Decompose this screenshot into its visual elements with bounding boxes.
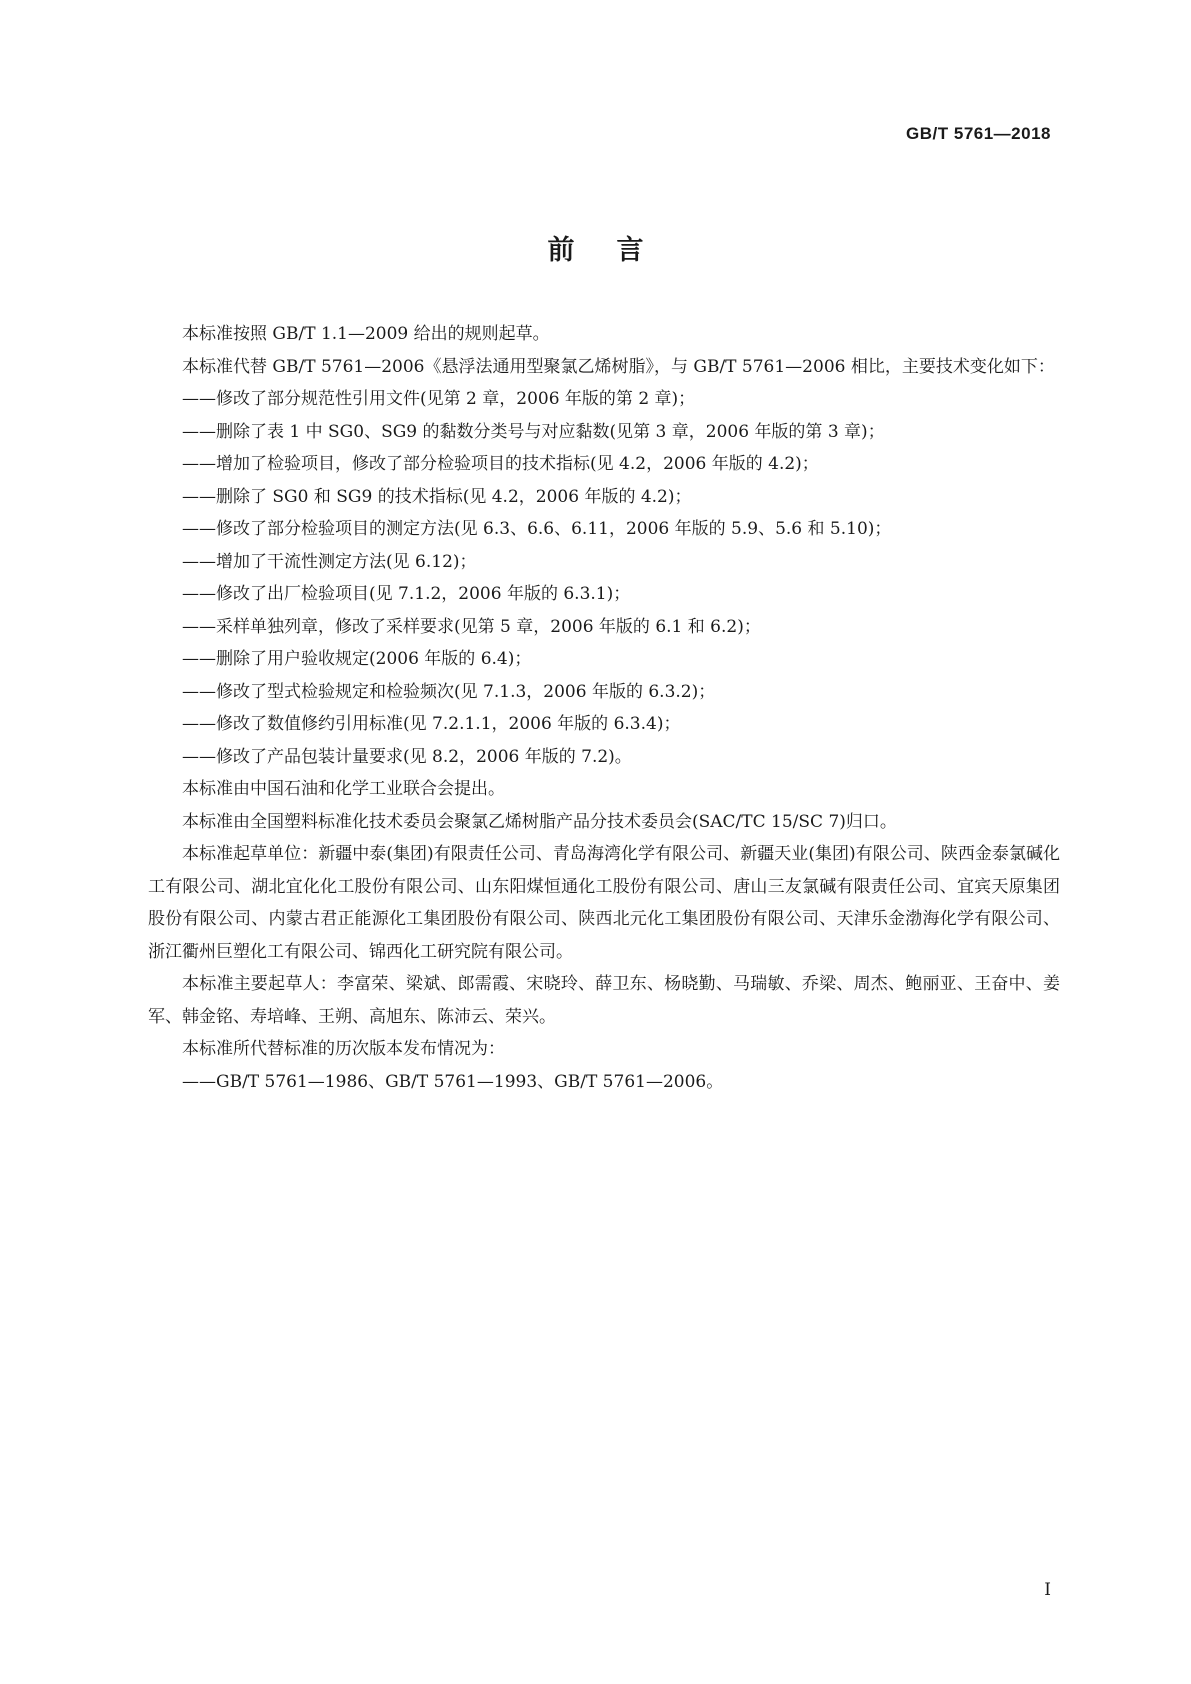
change-item: ——删除了表 1 中 SG0、SG9 的黏数分类号与对应黏数(见第 3 章，2006 年版的第 3 章)；: [182, 421, 885, 442]
paragraph-proposer: 本标准由中国石油和化学工业联合会提出。: [182, 779, 505, 799]
foreword-body: [148, 318, 1060, 1098]
paragraph-history-intro: 本标准所代替标准的历次版本发布情况为：: [182, 1039, 505, 1059]
change-item: ——采样单独列章，修改了采样要求(见第 5 章，2006 年版的 6.1 和 6.2)；: [182, 616, 761, 637]
change-item: ——修改了部分检验项目的测定方法(见 6.3、6.6、6.11，2006 年版的 5.9、5.6 和 5.10)；: [182, 519, 892, 539]
paragraph-replacement: 本标准代替 GB/T 5761—2006《悬浮法通用型聚氯乙烯树脂》，与 GB/T 5761—2006 相比，主要技术变化如下：: [182, 356, 1055, 377]
paragraph-drafting-units: 本标准起草单位：新疆中泰(集团)有限责任公司、青岛海湾化学有限公司、新疆天业(集团)有限公司、陕西金泰氯碱化工有限公司、湖北宜化化工股份有限公司、山东阳煤恒通化工股份有限公司、唐山三友氯碱有限责任公司、宜宾天原集团股份有限公司、内蒙古君正能源化工集团股份有限公司、陕西北元化工集团股份有限公司、天津乐金渤海化学有限公司、浙江衢州巨塑化工有限公司、锦西化工研究院有限公司。: [148, 844, 1060, 962]
paragraph-committee: 本标准由全国塑料标准化技术委员会聚氯乙烯树脂产品分技术委员会(SAC/TC 15/SC 7)归口。: [182, 811, 897, 832]
changes-list: [148, 383, 1060, 773]
page-title: 前言: [547, 235, 686, 266]
history-item: ——GB/T 5761—1986、GB/T 5761—1993、GB/T 5761—2006。: [182, 1071, 724, 1092]
change-item: ——修改了部分规范性引用文件(见第 2 章，2006 年版的第 2 章)；: [182, 389, 696, 409]
standard-code: GB/T 5761—2018: [906, 124, 1051, 143]
change-item: ——修改了型式检验规定和检验频次(见 7.1.3，2006 年版的 6.3.2)；: [182, 681, 716, 702]
change-item: ——增加了干流性测定方法(见 6.12)；: [182, 551, 477, 572]
change-item: ——修改了数值修约引用标准(见 7.2.1.1，2006 年版的 6.3.4)；: [182, 714, 681, 734]
change-item: ——删除了 SG0 和 SG9 的技术指标(见 4.2，2006 年版的 4.2)；: [182, 486, 692, 507]
page-number: I: [1044, 1580, 1051, 1600]
change-item: ——删除了用户验收规定(2006 年版的 6.4)；: [182, 649, 532, 669]
change-item: ——修改了产品包装计量要求(见 8.2，2006 年版的 7.2)。: [182, 746, 632, 767]
change-item: ——增加了检验项目，修改了部分检验项目的技术指标(见 4.2，2006 年版的 4.2)；: [182, 454, 819, 474]
change-item: ——修改了出厂检验项目(见 7.1.2，2006 年版的 6.3.1)；: [182, 584, 631, 604]
paragraph-drafting-rules: 本标准按照 GB/T 1.1—2009 给出的规则起草。: [182, 324, 550, 344]
paragraph-drafters: 本标准主要起草人：李富荣、梁斌、郎需霞、宋晓玲、薛卫东、杨晓勤、马瑞敏、乔梁、周杰、鲍丽亚、王奋中、姜军、韩金铭、寿培峰、王朔、高旭东、陈沛云、荣兴。: [148, 974, 1060, 1027]
